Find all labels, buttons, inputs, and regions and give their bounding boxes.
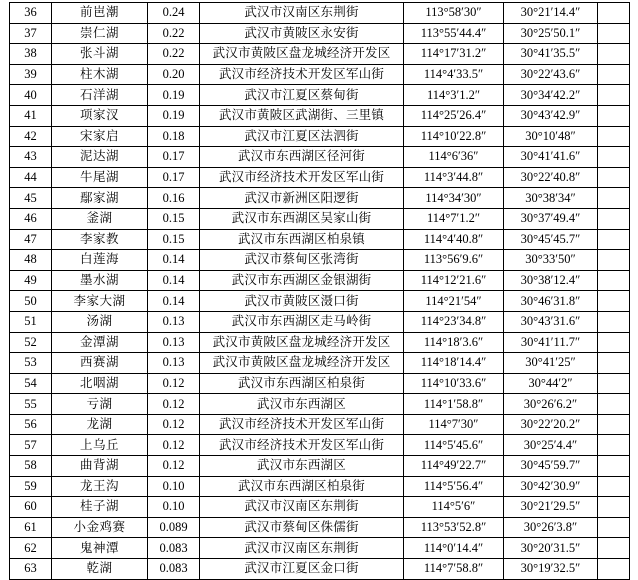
cell-longitude: 114°7′30″: [404, 414, 504, 435]
cell-area: 0.13: [148, 311, 200, 332]
table-row: [10, 476, 630, 497]
cell-location: 武汉市东西湖区走马岭街: [200, 311, 404, 332]
cell-extra: [598, 85, 630, 106]
cell-longitude: 114°7′58.8″: [404, 559, 504, 580]
cell-latitude: 30°41′35.5″: [504, 44, 598, 65]
cell-latitude: 30°42′30.9″: [504, 476, 598, 497]
cell-location: 武汉市东西湖区: [200, 456, 404, 477]
cell-lake-name: 上乌丘: [52, 435, 148, 456]
cell-area: 0.14: [148, 250, 200, 271]
cell-area: 0.19: [148, 85, 200, 106]
cell-location: 武汉市黄陂区盘龙城经济开发区: [200, 332, 404, 353]
cell-location: 武汉市江夏区法泗街: [200, 126, 404, 147]
cell-sequence-number: 62: [10, 538, 52, 559]
cell-extra: [598, 311, 630, 332]
cell-lake-name: 崇仁湖: [52, 23, 148, 44]
cell-latitude: 30°41′25″: [504, 353, 598, 374]
cell-extra: [598, 188, 630, 209]
cell-longitude: 114°12′21.6″: [404, 270, 504, 291]
document-page: [0, 2, 638, 576]
cell-longitude: 114°18′3.6″: [404, 332, 504, 353]
cell-sequence-number: 50: [10, 291, 52, 312]
cell-latitude: 30°22′40.8″: [504, 167, 598, 188]
cell-location: 武汉市东西湖区柏泉街: [200, 476, 404, 497]
cell-extra: [598, 497, 630, 518]
cell-longitude: 114°49′22.7″: [404, 456, 504, 477]
cell-lake-name: 龙湖: [52, 414, 148, 435]
cell-extra: [598, 559, 630, 580]
cell-sequence-number: 49: [10, 270, 52, 291]
cell-extra: [598, 456, 630, 477]
cell-lake-name: 柱木湖: [52, 64, 148, 85]
cell-longitude: 114°10′22.8″: [404, 126, 504, 147]
cell-sequence-number: 52: [10, 332, 52, 353]
cell-extra: [598, 291, 630, 312]
cell-area: 0.20: [148, 64, 200, 85]
cell-location: 武汉市东西湖区吴家山街: [200, 208, 404, 229]
cell-sequence-number: 40: [10, 85, 52, 106]
cell-extra: [598, 517, 630, 538]
cell-area: 0.22: [148, 44, 200, 65]
cell-area: 0.13: [148, 353, 200, 374]
cell-latitude: 30°38′12.4″: [504, 270, 598, 291]
cell-area: 0.13: [148, 332, 200, 353]
cell-extra: [598, 23, 630, 44]
cell-sequence-number: 38: [10, 44, 52, 65]
cell-lake-name: 鄢家湖: [52, 188, 148, 209]
cell-latitude: 30°25′4.4″: [504, 435, 598, 456]
table-row: [10, 250, 630, 271]
cell-longitude: 113°55′44.4″: [404, 23, 504, 44]
cell-area: 0.18: [148, 126, 200, 147]
cell-area: 0.10: [148, 497, 200, 518]
cell-latitude: 30°10′48″: [504, 126, 598, 147]
table-row: [10, 126, 630, 147]
cell-extra: [598, 394, 630, 415]
cell-extra: [598, 105, 630, 126]
cell-extra: [598, 208, 630, 229]
cell-location: 武汉市汉南区东荆街: [200, 497, 404, 518]
cell-extra: [598, 44, 630, 65]
cell-longitude: 114°34′30″: [404, 188, 504, 209]
cell-location: 武汉市蔡甸区侏儒街: [200, 517, 404, 538]
cell-longitude: 114°25′26.4″: [404, 105, 504, 126]
cell-extra: [598, 435, 630, 456]
cell-location: 武汉市江夏区蔡甸街: [200, 85, 404, 106]
cell-longitude: 113°58′30″: [404, 3, 504, 24]
cell-sequence-number: 54: [10, 373, 52, 394]
cell-longitude: 113°56′9.6″: [404, 250, 504, 271]
cell-latitude: 30°43′31.6″: [504, 311, 598, 332]
table-row: [10, 538, 630, 559]
cell-extra: [598, 126, 630, 147]
cell-sequence-number: 56: [10, 414, 52, 435]
cell-area: 0.12: [148, 394, 200, 415]
cell-extra: [598, 373, 630, 394]
cell-area: 0.17: [148, 167, 200, 188]
cell-latitude: 30°43′42.9″: [504, 105, 598, 126]
cell-latitude: 30°21′29.5″: [504, 497, 598, 518]
table-row: [10, 435, 630, 456]
cell-latitude: 30°46′31.8″: [504, 291, 598, 312]
cell-longitude: 114°5′6″: [404, 497, 504, 518]
table-row: [10, 332, 630, 353]
cell-location: 武汉市经济技术开发区军山街: [200, 414, 404, 435]
table-row: [10, 64, 630, 85]
cell-sequence-number: 48: [10, 250, 52, 271]
cell-longitude: 114°23′34.8″: [404, 311, 504, 332]
cell-sequence-number: 59: [10, 476, 52, 497]
cell-area: 0.12: [148, 373, 200, 394]
cell-location: 武汉市新洲区阳逻街: [200, 188, 404, 209]
cell-lake-name: 李家大湖: [52, 291, 148, 312]
cell-latitude: 30°22′43.6″: [504, 64, 598, 85]
cell-location: 武汉市东西湖区金银湖街: [200, 270, 404, 291]
cell-extra: [598, 353, 630, 374]
table-row: [10, 167, 630, 188]
cell-location: 武汉市东西湖区柏泉街: [200, 373, 404, 394]
table-row: [10, 105, 630, 126]
table-row: [10, 517, 630, 538]
cell-latitude: 30°45′45.7″: [504, 229, 598, 250]
cell-sequence-number: 57: [10, 435, 52, 456]
cell-area: 0.12: [148, 414, 200, 435]
cell-lake-name: 金潭湖: [52, 332, 148, 353]
cell-area: 0.10: [148, 476, 200, 497]
cell-location: 武汉市江夏区金口街: [200, 559, 404, 580]
cell-sequence-number: 43: [10, 147, 52, 168]
table-row: [10, 3, 630, 24]
cell-lake-name: 曲背湖: [52, 456, 148, 477]
table-row: [10, 229, 630, 250]
cell-latitude: 30°38′34″: [504, 188, 598, 209]
cell-sequence-number: 39: [10, 64, 52, 85]
cell-location: 武汉市黄陂区盘龙城经济开发区: [200, 44, 404, 65]
cell-area: 0.17: [148, 147, 200, 168]
cell-longitude: 114°1′58.8″: [404, 394, 504, 415]
table-row: [10, 270, 630, 291]
cell-extra: [598, 538, 630, 559]
table-body: [10, 3, 630, 580]
cell-latitude: 30°26′6.2″: [504, 394, 598, 415]
cell-location: 武汉市黄陂区盘龙城经济开发区: [200, 353, 404, 374]
cell-latitude: 30°41′11.7″: [504, 332, 598, 353]
cell-lake-name: 汤湖: [52, 311, 148, 332]
cell-longitude: 114°3′44.8″: [404, 167, 504, 188]
cell-lake-name: 釜湖: [52, 208, 148, 229]
cell-sequence-number: 46: [10, 208, 52, 229]
cell-lake-name: 泥达湖: [52, 147, 148, 168]
cell-location: 武汉市黄陂区武湖街、三里镇: [200, 105, 404, 126]
cell-latitude: 30°19′32.5″: [504, 559, 598, 580]
cell-latitude: 30°44′2″: [504, 373, 598, 394]
cell-longitude: 114°17′31.2″: [404, 44, 504, 65]
cell-location: 武汉市经济技术开发区军山街: [200, 435, 404, 456]
cell-sequence-number: 51: [10, 311, 52, 332]
cell-area: 0.15: [148, 208, 200, 229]
cell-lake-name: 项家汊: [52, 105, 148, 126]
cell-sequence-number: 37: [10, 23, 52, 44]
cell-sequence-number: 41: [10, 105, 52, 126]
cell-area: 0.12: [148, 435, 200, 456]
cell-lake-name: 亏湖: [52, 394, 148, 415]
cell-location: 武汉市经济技术开发区军山街: [200, 167, 404, 188]
cell-area: 0.12: [148, 456, 200, 477]
cell-lake-name: 李家教: [52, 229, 148, 250]
cell-area: 0.19: [148, 105, 200, 126]
cell-location: 武汉市汉南区东荆街: [200, 3, 404, 24]
cell-lake-name: 小金鸡赛: [52, 517, 148, 538]
cell-location: 武汉市黄陂区滠口街: [200, 291, 404, 312]
cell-longitude: 114°7′1.2″: [404, 208, 504, 229]
cell-lake-name: 前岜潮: [52, 3, 148, 24]
cell-sequence-number: 60: [10, 497, 52, 518]
table-row: [10, 208, 630, 229]
cell-latitude: 30°34′42.2″: [504, 85, 598, 106]
cell-area: 0.14: [148, 270, 200, 291]
cell-lake-name: 桂子湖: [52, 497, 148, 518]
cell-sequence-number: 45: [10, 188, 52, 209]
cell-lake-name: 乾湖: [52, 559, 148, 580]
table-row: [10, 373, 630, 394]
lake-inventory-table: [9, 2, 630, 580]
table-row: [10, 353, 630, 374]
cell-location: 武汉市东西湖区径河街: [200, 147, 404, 168]
cell-sequence-number: 55: [10, 394, 52, 415]
cell-latitude: 30°41′41.6″: [504, 147, 598, 168]
cell-location: 武汉市汉南区东荆街: [200, 538, 404, 559]
table-row: [10, 188, 630, 209]
cell-extra: [598, 414, 630, 435]
cell-longitude: 114°4′40.8″: [404, 229, 504, 250]
table-row: [10, 414, 630, 435]
cell-area: 0.22: [148, 23, 200, 44]
cell-lake-name: 张斗湖: [52, 44, 148, 65]
cell-longitude: 114°4′33.5″: [404, 64, 504, 85]
cell-area: 0.15: [148, 229, 200, 250]
cell-location: 武汉市东西湖区: [200, 394, 404, 415]
cell-latitude: 30°37′49.4″: [504, 208, 598, 229]
cell-lake-name: 鬼神潭: [52, 538, 148, 559]
cell-extra: [598, 229, 630, 250]
cell-location: 武汉市经济技术开发区军山街: [200, 64, 404, 85]
cell-latitude: 30°20′31.5″: [504, 538, 598, 559]
cell-latitude: 30°26′3.8″: [504, 517, 598, 538]
cell-latitude: 30°33′50″: [504, 250, 598, 271]
cell-latitude: 30°22′20.2″: [504, 414, 598, 435]
cell-area: 0.16: [148, 188, 200, 209]
cell-lake-name: 北咽湖: [52, 373, 148, 394]
cell-sequence-number: 47: [10, 229, 52, 250]
cell-extra: [598, 332, 630, 353]
cell-sequence-number: 44: [10, 167, 52, 188]
cell-longitude: 114°18′14.4″: [404, 353, 504, 374]
cell-extra: [598, 147, 630, 168]
cell-lake-name: 白莲海: [52, 250, 148, 271]
cell-latitude: 30°21′14.4″: [504, 3, 598, 24]
cell-lake-name: 石洋湖: [52, 85, 148, 106]
cell-extra: [598, 476, 630, 497]
cell-sequence-number: 63: [10, 559, 52, 580]
cell-sequence-number: 58: [10, 456, 52, 477]
cell-longitude: 114°5′45.6″: [404, 435, 504, 456]
cell-longitude: 113°53′52.8″: [404, 517, 504, 538]
cell-lake-name: 西赛湖: [52, 353, 148, 374]
table-row: [10, 311, 630, 332]
cell-location: 武汉市黄陂区永安街: [200, 23, 404, 44]
cell-extra: [598, 64, 630, 85]
cell-latitude: 30°25′50.1″: [504, 23, 598, 44]
table-row: [10, 85, 630, 106]
cell-sequence-number: 61: [10, 517, 52, 538]
table-row: [10, 23, 630, 44]
cell-area: 0.089: [148, 517, 200, 538]
cell-longitude: 114°6′36″: [404, 147, 504, 168]
cell-longitude: 114°10′33.6″: [404, 373, 504, 394]
cell-longitude: 114°0′14.4″: [404, 538, 504, 559]
cell-area: 0.24: [148, 3, 200, 24]
cell-sequence-number: 36: [10, 3, 52, 24]
table-row: [10, 147, 630, 168]
table-row: [10, 394, 630, 415]
cell-longitude: 114°21′54″: [404, 291, 504, 312]
table-row: [10, 559, 630, 580]
cell-extra: [598, 250, 630, 271]
cell-extra: [598, 3, 630, 24]
cell-extra: [598, 270, 630, 291]
cell-lake-name: 墨水湖: [52, 270, 148, 291]
cell-lake-name: 牛尾湖: [52, 167, 148, 188]
cell-longitude: 114°5′56.4″: [404, 476, 504, 497]
table-row: [10, 497, 630, 518]
cell-latitude: 30°45′59.7″: [504, 456, 598, 477]
cell-sequence-number: 42: [10, 126, 52, 147]
cell-location: 武汉市蔡甸区张湾街: [200, 250, 404, 271]
cell-area: 0.14: [148, 291, 200, 312]
cell-area: 0.083: [148, 559, 200, 580]
cell-longitude: 114°3′1.2″: [404, 85, 504, 106]
cell-location: 武汉市东西湖区柏泉镇: [200, 229, 404, 250]
table-row: [10, 456, 630, 477]
cell-extra: [598, 167, 630, 188]
table-row: [10, 44, 630, 65]
cell-lake-name: 宋家启: [52, 126, 148, 147]
table-row: [10, 291, 630, 312]
cell-area: 0.083: [148, 538, 200, 559]
cell-sequence-number: 53: [10, 353, 52, 374]
cell-lake-name: 龙王沟: [52, 476, 148, 497]
